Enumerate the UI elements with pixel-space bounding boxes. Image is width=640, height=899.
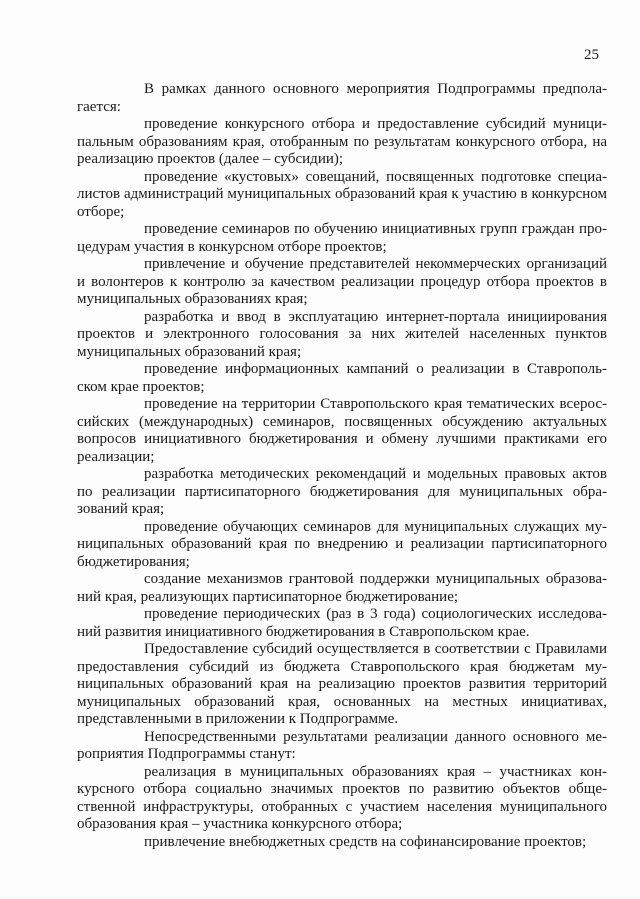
- paragraph: проведение семинаров по обучению инициативных групп граждан процедурам участия в конкурсном отборе проектов;: [77, 221, 607, 255]
- paragraph: разработка методических рекомендаций и модельных правовых актов по реализации партисипаторного бюджетирования для муниципальных образований края;: [77, 466, 607, 517]
- paragraph: проведение конкурсного отбора и предоставление субсидий муниципальным образованиям края, отобранным по результатам конкурсного отбора, на реализацию проектов (далее – субсидии);: [77, 116, 607, 167]
- page-number: 25: [584, 47, 599, 63]
- paragraph: реализация в муниципальных образованиях края – участниках конкурсного отбора социально значимых проектов по развитию объектов общественной инфраструктуры, отобранных с участием населения муниципального образования края – участника конкурсного отбора;: [77, 763, 607, 832]
- paragraph: проведение обучающих семинаров для муниципальных служащих муниципальных образований края по внедрению и реализации партисипаторного бюджетирования;: [77, 518, 607, 570]
- paragraph: проведение «кустовых» совещаний, посвященных подготовке специалистов администраций муниципальных образований края к участию в конкурсном отборе;: [77, 168, 607, 220]
- paragraph: привлечение внебюджетных средств на софинансирование проектов;: [144, 833, 587, 850]
- paragraph: Предоставление субсидий осуществляется в соответствии с Правилами предоставления субсидий из бюджета Ставропольского края бюджетам муниципальных образований края на реализацию проектов развития территорий муниципальных образований края, основанных на местных инициативах, представленными в приложении к Подпрограмме.: [77, 641, 607, 727]
- paragraph: В рамках данного основного мероприятия Подпрограммы предполагается:: [77, 81, 607, 115]
- paragraph: создание механизмов грантовой поддержки муниципальных образований края, реализующих партисипаторное бюджетирование;: [77, 571, 607, 605]
- paragraph: разработка и ввод в эксплуатацию интернет-портала инициирования проектов и электронного голосования за них жителей населенных пунктов муниципальных образований края;: [77, 308, 607, 360]
- paragraph: проведение периодических (раз в 3 года) социологических исследований развития инициативного бюджетирования в Ставропольском крае.: [77, 606, 607, 640]
- paragraph: проведение информационных кампаний о реализации в Ставропольском крае проектов;: [77, 361, 607, 395]
- paragraph: проведение на территории Ставропольского края тематических всероссийских (международных) семинаров, посвященных обсуждению актуальных вопросов инициативного бюджетирования и обмену лучшими практиками его реализации;: [77, 396, 607, 465]
- body-text: [77, 81, 607, 851]
- paragraph: Непосредственными результатами реализации данного основного мероприятия Подпрограммы станут:: [77, 728, 607, 762]
- paragraph: привлечение и обучение представителей некоммерческих организаций и волонтеров к контролю за качеством реализации процедур отбора проектов в муниципальных образованиях края;: [77, 256, 607, 307]
